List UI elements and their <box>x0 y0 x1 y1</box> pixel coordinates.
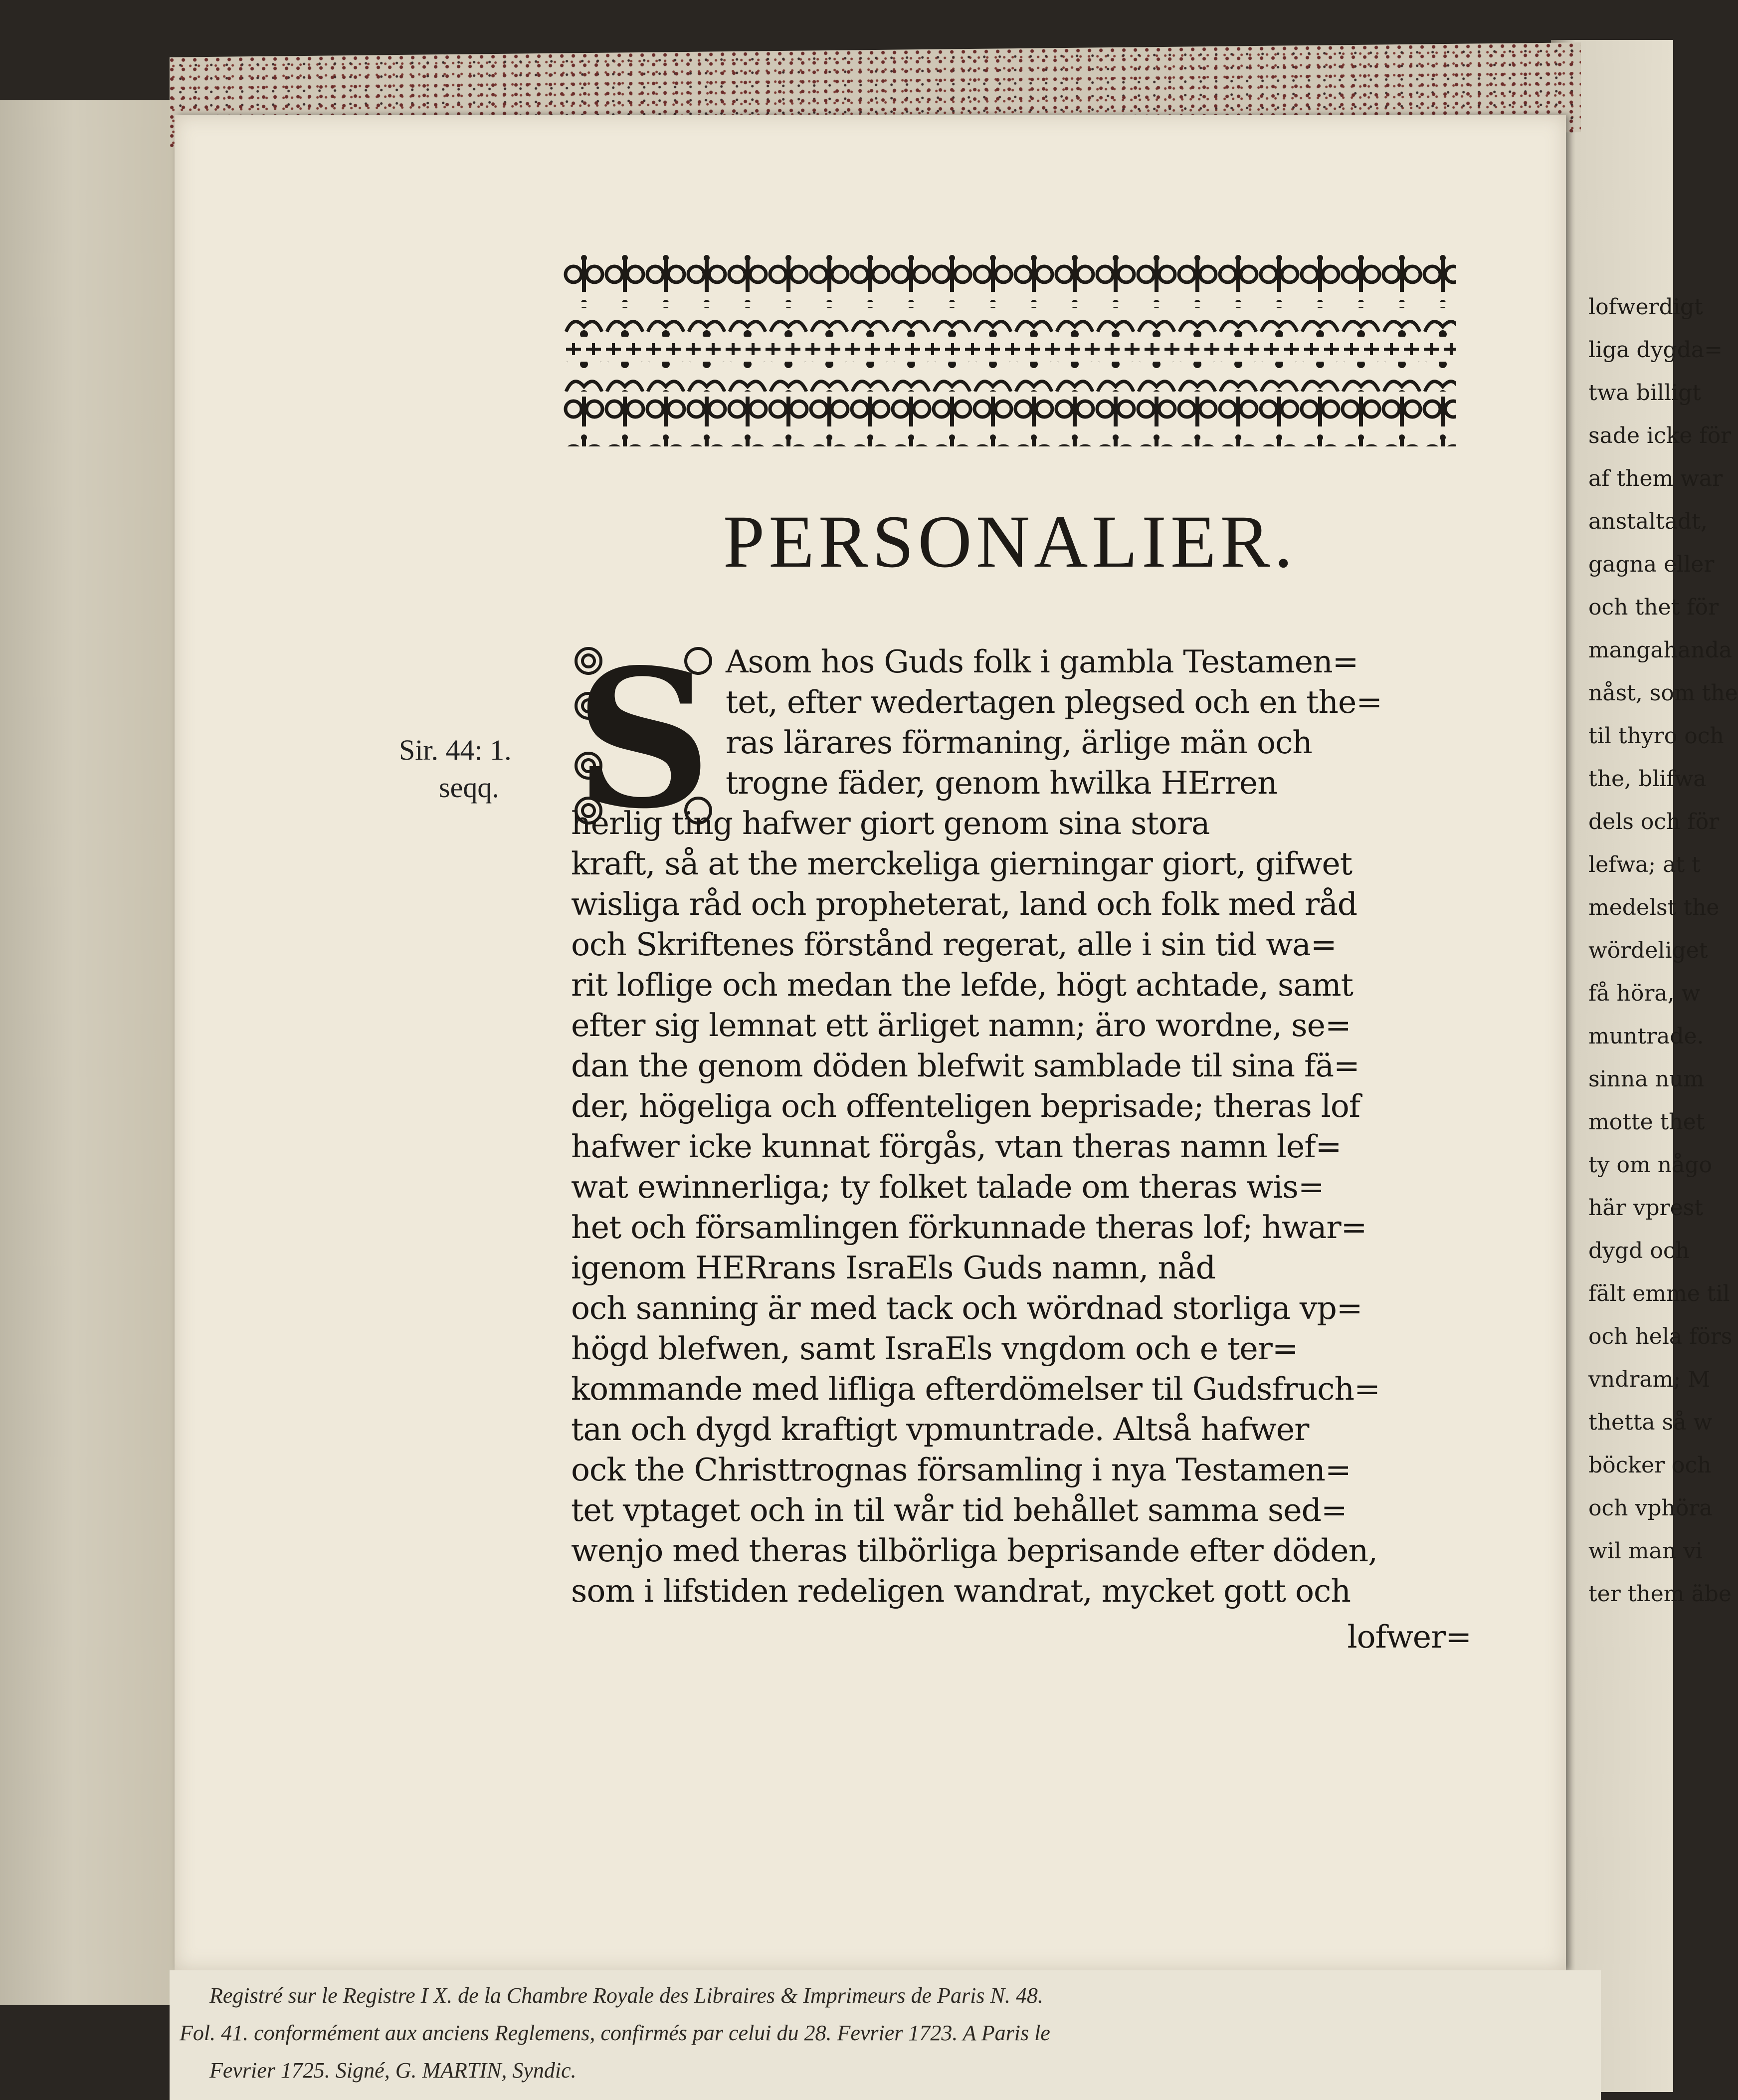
marginal-reference-cont: seqq. <box>439 771 499 804</box>
slip-line-3: Fevrier 1725. Signé, G. MARTIN, Syndic. <box>209 2058 577 2083</box>
facing-page-line: af them war <box>1588 466 1723 491</box>
facing-page-line: wördeliget <box>1588 938 1708 963</box>
body-line: kraft, så at the merckeliga gierningar giort, gifwet <box>571 845 1352 882</box>
marginal-reference: Sir. 44: 1. <box>399 734 512 766</box>
facing-page-line: dygd och <box>1588 1238 1690 1263</box>
body-line: tet, efter wedertagen plegsed och en the= <box>726 684 1382 720</box>
body-line: högd blefwen, samt IsraEls vngdom och e ter= <box>571 1330 1298 1367</box>
facing-page-line: the, blifwa <box>1588 766 1707 792</box>
body-line: het och församlingen förkunnade theras lof; hwar= <box>571 1209 1367 1246</box>
facing-page-line: motte thet <box>1588 1109 1705 1135</box>
facing-page-line: twa billigt <box>1588 380 1701 406</box>
catchword: lofwer= <box>1347 1619 1471 1655</box>
facing-page-line: ter them äbe <box>1588 1581 1732 1607</box>
body-line: dan the genom döden blefwit samblade til sina fä= <box>571 1048 1359 1084</box>
body-line: wisliga råd och propheterat, land och folk med råd <box>571 886 1357 922</box>
facing-page-line: vndram; M <box>1588 1367 1711 1392</box>
page-title: PERSONALIER. <box>723 500 1297 583</box>
body-line: trogne fäder, genom hwilka HErren <box>726 765 1277 801</box>
body-line: kommande med lifliga efterdömelser til Gudsfruch= <box>571 1371 1380 1407</box>
body-line: och sanning är med tack och wördnad storliga vp= <box>571 1290 1362 1326</box>
body-line: wat ewinnerliga; ty folket talade om theras wis= <box>571 1169 1324 1205</box>
slip-line-2: Fol. 41. conformément aux anciens Reglemens, confirmés par celui du 28. Fevrier 1723. A Paris le <box>180 2021 1050 2045</box>
facing-page-line: sade icke för <box>1588 423 1732 448</box>
facing-page-line: dels och för <box>1588 809 1720 835</box>
body-line: tan och dygd kraftigt vpmuntrade. Altså hafwer <box>571 1411 1309 1448</box>
facing-page-line: anstaltadt, <box>1588 509 1708 534</box>
body-line: och Skriftenes förstånd regerat, alle i sin tid wa= <box>571 926 1337 963</box>
facing-page-line: lefwa; at t <box>1588 852 1701 877</box>
facing-page-line: lofwerdigt <box>1588 294 1703 320</box>
facing-page-line: böcker och <box>1588 1453 1712 1478</box>
facing-page-line: här vprest <box>1588 1195 1703 1221</box>
body-line: ock the Christtrognas församling i nya Testamen= <box>571 1452 1351 1488</box>
left-book-cover <box>0 100 187 2005</box>
facing-page-line: och vphöra <box>1588 1495 1713 1521</box>
facing-page-line: til thyro och <box>1588 723 1724 749</box>
body-line: rit loflige och medan the lefde, högt achtade, samt <box>571 967 1353 1003</box>
body-line: wenjo med theras tilbörliga beprisande efter döden, <box>571 1532 1378 1569</box>
body-line: igenom HERrans IsraEls Guds namn, nåd <box>571 1250 1215 1286</box>
facing-page-line: thetta så w <box>1588 1410 1713 1435</box>
body-line: der, högeliga och offenteligen beprisade; theras lof <box>571 1088 1360 1124</box>
body-line: ras lärares förmaning, ärlige män och <box>726 724 1312 761</box>
facing-page-line: wil man vi <box>1588 1538 1703 1564</box>
facing-page-line: ty om någo <box>1588 1152 1712 1178</box>
dropcap-letter: S <box>575 628 712 850</box>
facing-page-line: mangahanda <box>1588 637 1732 663</box>
facing-page-line: få höra, w <box>1588 981 1701 1006</box>
facing-page-line: och hela förs <box>1588 1324 1733 1349</box>
body-line: efter sig lemnat ett ärliget namn; äro wordne, se= <box>571 1007 1351 1044</box>
body-line: som i lifstiden redeligen wandrat, mycket gott och <box>571 1573 1351 1609</box>
facing-page-line: fält emme til <box>1588 1281 1730 1306</box>
slip-line-1: Registré sur le Registre I X. de la Chambre Royale des Libraires & Imprimeurs de Paris N. 48. <box>209 1983 1043 2008</box>
ornament-headpiece <box>564 252 1456 456</box>
facing-page-line: liga dygda= <box>1588 337 1723 363</box>
registration-slip <box>170 1970 1601 2100</box>
body-line: herlig ting hafwer giort genom sina stora <box>571 805 1210 841</box>
facing-page-line: muntrade. <box>1588 1024 1704 1049</box>
facing-page-line: medelst the <box>1588 895 1720 920</box>
body-line: tet vptaget och in til wår tid behållet samma sed= <box>571 1492 1347 1528</box>
body-line: Asom hos Guds folk i gambla Testamen= <box>726 643 1358 680</box>
decorated-dropcap <box>569 628 718 850</box>
facing-page-line: sinna num <box>1588 1066 1704 1092</box>
facing-page-line: och thet för <box>1588 595 1719 620</box>
facing-page-line: gagna eller <box>1588 552 1715 577</box>
facing-page-line: nåst, som the <box>1588 680 1738 706</box>
body-line: hafwer icke kunnat förgås, vtan theras namn lef= <box>571 1128 1342 1165</box>
